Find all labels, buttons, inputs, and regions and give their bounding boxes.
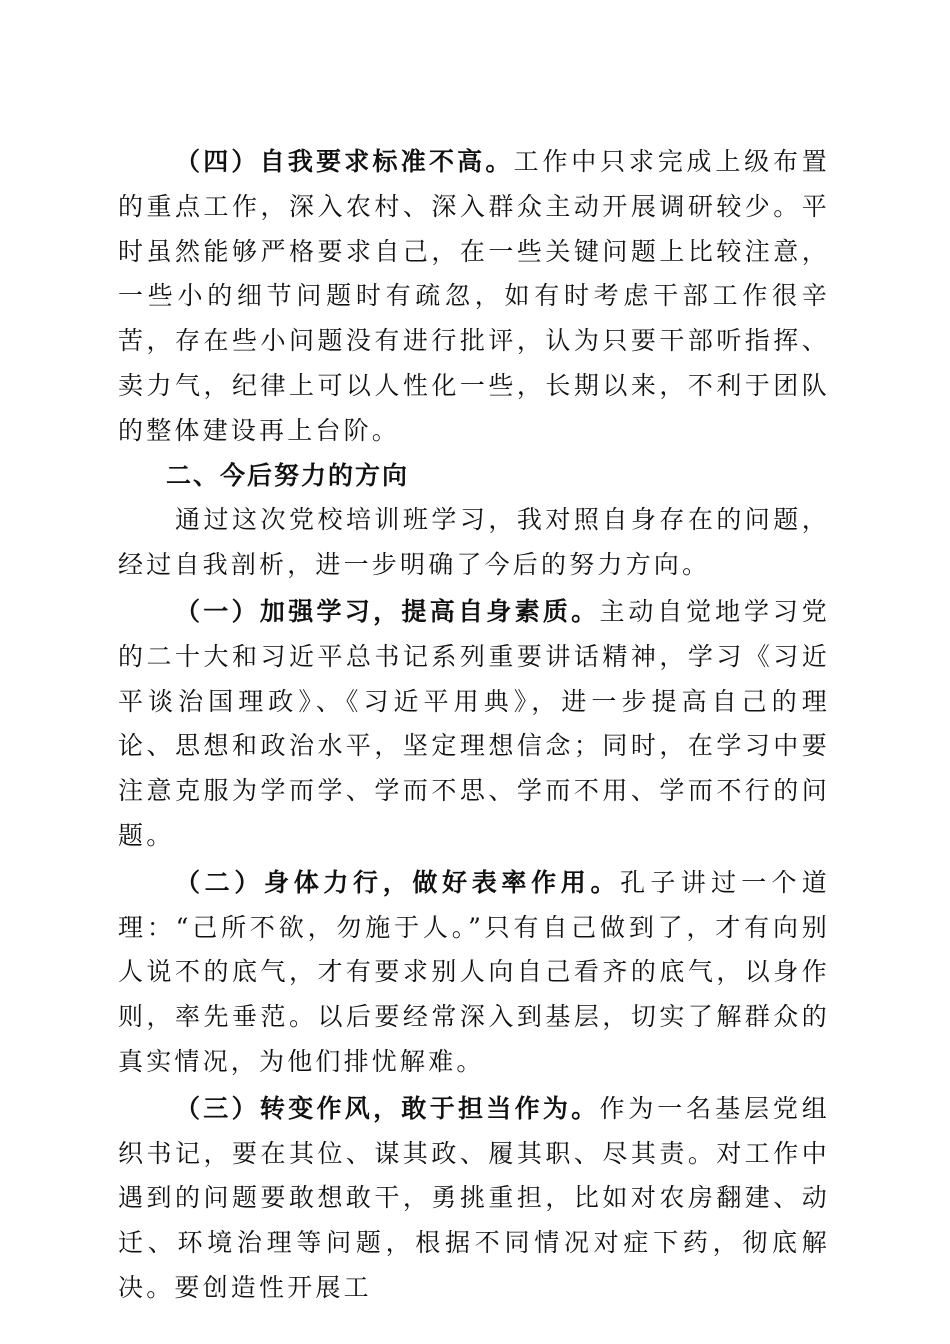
paragraph-text: 主动自觉地学习党的二十大和习近平总书记系列重要讲话精神，学习《习近平谈治国理政》、《习近平用典》，进一步提高自己的理论、思想和政治水平，坚定理想信念；同时，在学习中要注意克服为学而学、学而不思、学而不用、学而不行的问题。 — [118, 596, 830, 850]
paragraph-text: 工作中只求完成上级布置的重点工作，深入农村、深入群众主动开展调研较少。平时虽然能够严格要求自己，在一些关键问题上比较注意，一些小的细节问题时有疏忽，如有时考虑干部工作很辛苦，存在些小问题没有进行批评，认为只要干部听指挥、卖力气，纪律上可以人性化一些，长期以来，不利于团队的整体建设再上台阶。 — [118, 147, 831, 445]
paragraph-study — [118, 590, 830, 859]
paragraph-example — [118, 861, 830, 1085]
paragraph-text: 孔子讲过一个道理：“己所不欲，勿施于人。”只有自己做到了，才有向别人说不的底气，才有要求别人向自己看齐的底气，以身作则，率先垂范。以后要经常深入到基层，切实了解群众的真实情况，为他们排忧解难。 — [118, 867, 830, 1076]
paragraph-text: 作为一名基层党组织书记，要在其位、谋其政、履其职、尽其责。对工作中遇到的问题要敢想敢干，勇挑重担，比如对农房翻建、动迁、环境治理等问题，根据不同情况对症下药，彻底解决。要创造性开展工 — [118, 1093, 830, 1302]
paragraph-self-requirement — [118, 140, 830, 454]
document-body — [118, 140, 830, 1311]
paragraph-text: 通过这次党校培训班学习，我对照自身存在的问题，经过自我剖析，进一步明确了今后的努力方向。 — [118, 505, 830, 580]
paragraph-lead: （二）身体力行，做好表率作用。 — [175, 867, 621, 897]
paragraph-style — [118, 1087, 830, 1311]
paragraph-intro — [118, 498, 830, 588]
paragraph-lead: （三）转变作风，敢于担当作为。 — [175, 1093, 600, 1123]
section-heading: 二、今后努力的方向 — [166, 460, 410, 490]
paragraph-lead: （一）加强学习，提高自身素质。 — [175, 596, 600, 626]
paragraph-lead: （四）自我要求标准不高。 — [175, 147, 514, 176]
